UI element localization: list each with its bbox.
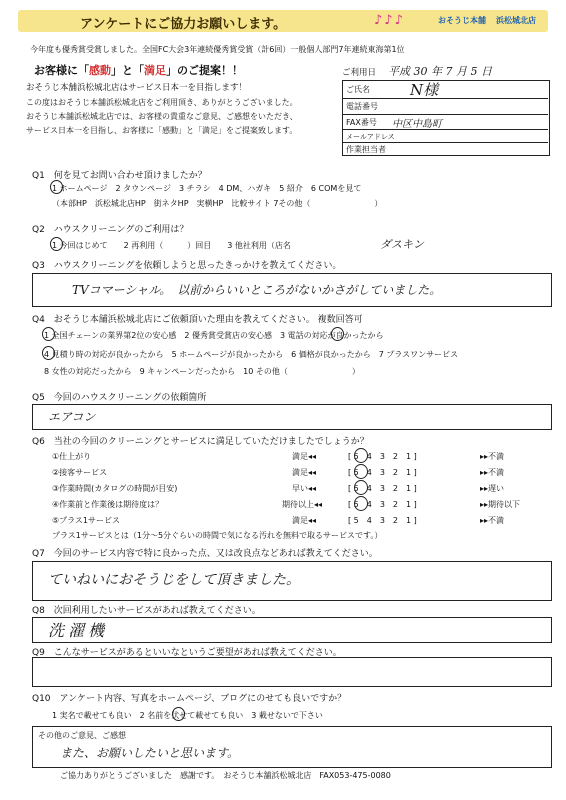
q10-title: Q10 アンケート内容、写真をホームページ、ブログにのせても良いですか？ — [32, 694, 347, 704]
q5-answer-box — [32, 404, 552, 430]
q2-shop-value: ダスキン — [380, 238, 424, 251]
q6-title: Q6 当社の今回のクリーニングとサービスに満足していただけましたでしょうか？ — [32, 437, 369, 447]
q9-answer-box — [32, 657, 552, 687]
header-banner — [18, 10, 548, 32]
music-notes-icon: ♪♪♪ — [374, 13, 405, 28]
rating-row: ②接客サービス 満足◂◂ [ 5 4 3 2 1 ] ▸▸不満 — [52, 468, 505, 477]
date-value: 平成 30 年 7 月 5 日 — [388, 65, 492, 78]
q4-title: Q4 おそうじ本舗浜松城北店にご依頼頂いた理由を教えてください。 複数回答可 — [32, 315, 363, 325]
intro-line: サービス日本一を目指し、お客様に「感動」と「満足」をご提案致します。 — [26, 126, 298, 135]
footer-text: ご協力ありがとうございました 感謝です。 おそうじ本舗浜松城北店 FAX053-475-0080 — [60, 771, 391, 780]
company-logo: おそうじ本舗 — [438, 16, 486, 25]
q3-answer: TVコマーシャル。 以前からいいところがないかさがしていました。 — [72, 283, 442, 297]
answer-circle — [42, 346, 55, 360]
rating-row: ①仕上がり 満足◂◂ [ 5 4 3 2 1 ] ▸▸不満 — [52, 452, 505, 461]
answer-circle — [354, 448, 368, 463]
rating-row: ⑤プラス1サービス 満足◂◂ [ 5 4 3 2 1 ] ▸▸不満 — [52, 516, 505, 525]
q8-answer: 洗濯機 — [48, 621, 109, 640]
fax-value: 中区中島町 — [392, 119, 442, 130]
intro-line: おそうじ本舗浜松城北店では、お客様の貴重なご意見、ご感想をいただき、 — [26, 112, 298, 121]
q6-note: プラス1サービスとは（1分～5分ぐらいの時間で気になる汚れを無料で取るサービスです。） — [52, 531, 383, 540]
rating-row: ③作業時間(カタログの時間が目安) 早い◂◂ [ 5 4 3 2 1 ] ▸▸遅い — [52, 484, 505, 493]
name-value: N様 — [410, 81, 439, 99]
q9-title: Q9 こんなサービスがあるといいなというご要望があれば教えてください。 — [32, 648, 342, 658]
award-text: 今年度も優秀賞受賞しました。全国FC大会3年連続優秀賞受賞（計6回）一般個人部門7年連続東海第1位 — [30, 45, 405, 54]
staff-label: 作業担当者 — [346, 145, 386, 154]
answer-circle — [354, 480, 368, 495]
q10-options: 1 実名で載せても良い 2 名前を伏せて載せても良い 3 載せないで下さい — [52, 711, 323, 720]
proposal-heading: お客様に「感動」と「満足」のご提案！！ — [34, 64, 243, 77]
q1-title: Q1 何を見てお問い合わせ頂けましたか？ — [32, 171, 207, 181]
q2-title: Q2 ハウスクリーニングのご利用は？ — [32, 225, 189, 235]
q4-options-line: 1 全国チェーンの業界第2位の安心感 2 優秀賞受賞店の安心感 3 電話の対応が良かったから — [44, 331, 384, 340]
answer-circle — [354, 464, 368, 479]
q8-title: Q8 次回利用したいサービスがあれば教えてください。 — [32, 606, 261, 616]
answer-circle — [50, 237, 63, 251]
answer-circle — [50, 180, 63, 194]
answer-circle — [42, 327, 55, 341]
date-label: ご利用日 — [342, 68, 377, 78]
q8-answer-box — [32, 617, 552, 643]
q7-answer: ていねいにおそうじをして頂きました。 — [48, 572, 300, 588]
q10-other-label: その他のご意見、ご感想 — [38, 731, 126, 740]
fax-label: FAX番号 — [346, 118, 377, 127]
answer-circle — [354, 496, 368, 511]
survey-title: アンケートにご協力お願いします。 — [80, 17, 287, 32]
q1-sub-options: （本部HP 浜松城北店HP 街ネタHP 実横HP 比較サイト 7その他（ ） — [52, 199, 383, 208]
q4-options-line: 8 女性の対応だったから 9 キャンペーンだったから 10 その他（ ） — [44, 367, 360, 376]
q4-options-line: 4 見積り時の対応が良かったから 5 ホームページが良かったから 6 価格が良かったから 7 プラスワンサービス — [44, 350, 459, 359]
answer-circle — [331, 327, 344, 341]
branch-name: 浜松城北店 — [496, 16, 536, 25]
email-label: メールアドレス — [346, 133, 395, 141]
q7-title: Q7 今回のサービス内容で特に良かった点、又は改良点などあれば教えてください。 — [32, 549, 378, 559]
name-label: ご氏名 — [346, 85, 370, 94]
q5-title: Q5 今回のハウスクリーニングの依頼箇所 — [32, 393, 207, 403]
q5-answer: エアコン — [48, 410, 96, 424]
q10-other-answer: また、お願いしたいと思います。 — [60, 746, 240, 760]
intro-line: この度はおそうじ本舗浜松城北店をご利用頂き、ありがとうございました。 — [26, 98, 298, 107]
phone-label: 電話番号 — [346, 102, 378, 111]
rating-row: ④作業前と作業後は期待度は？ 期待以上◂◂ [ 5 4 3 2 1 ] ▸▸期待以下 — [52, 500, 521, 509]
q3-title: Q3 ハウスクリーニングを依頼しようと思ったきっかけを教えてください。 — [32, 261, 342, 271]
q1-options: 1 ホームページ 2 タウンページ 3 チラシ 4 DM、ハガキ 5 紹介 6 COMを見て — [52, 184, 362, 193]
q2-options: 1 今回はじめて 2 再利用（ ）回目 3 他社利用（店名 — [52, 241, 291, 250]
goal-text: おそうじ本舗浜松城北店はサービス日本一を目指します！ — [26, 83, 248, 93]
answer-circle — [172, 707, 185, 721]
